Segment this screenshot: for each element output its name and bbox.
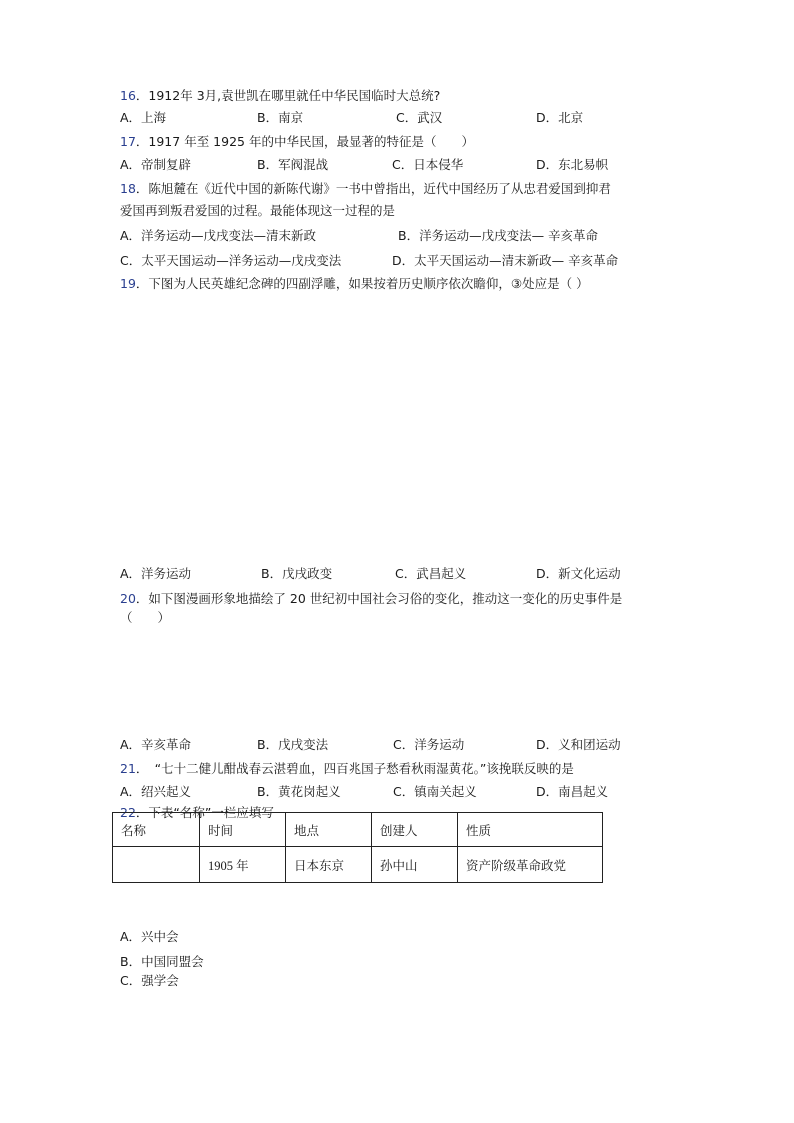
option-b[interactable]: B．黄花岗起义 [257,784,341,799]
question-17-stem: 17．1917 年至 1925 年的中华民国，最显著的特征是（ ） [120,134,474,149]
table-header-cell: 地点 [286,813,372,847]
option-b[interactable]: B．戊戌政变 [261,566,333,581]
table-header-cell: 名称 [113,813,200,847]
option-c[interactable]: C．强学会 [120,973,179,988]
question-20-stem-line-2: （ ） [120,610,171,625]
option-c[interactable]: C．武昌起义 [395,566,467,581]
question-20-stem-line-1: 20．如下图漫画形象地描绘了 20 世纪初中国社会习俗的变化，推动这一变化的历史事件是 [120,591,623,606]
option-b[interactable]: B．戊戌变法 [257,737,329,752]
question-number: 19 [120,276,136,291]
option-c[interactable]: C．洋务运动 [393,737,465,752]
option-a[interactable]: A．帝制复辟 [120,157,192,172]
question-19-options [120,566,640,582]
question-number: 16 [120,88,136,103]
option-a[interactable]: A．辛亥革命 [120,737,192,752]
option-d[interactable]: D．太平天国运动—清末新政— 辛亥革命 [392,253,619,268]
table-header-cell: 性质 [458,813,603,847]
option-c[interactable]: C．日本侵华 [392,157,464,172]
question-16-stem: 16．1912年 3月,袁世凯在哪里就任中华民国临时大总统? [120,88,441,103]
option-d[interactable]: D．东北易帜 [536,157,609,172]
option-a[interactable]: A．绍兴起义 [120,784,192,799]
question-22-stem: 22．下表“名称”一栏应填写 [120,805,274,820]
table-cell: 资产阶级革命政党 [458,847,603,883]
question-16-options [120,110,640,126]
question-number: 18 [120,181,136,196]
table-header-row [113,813,603,847]
option-c[interactable]: C．武汉 [396,110,443,125]
question-18-stem-line-2: 爱国再到叛君爱国的过程。最能体现这一过程的是 [120,203,396,218]
question-number: 20 [120,591,136,606]
question-21-options [120,784,640,800]
question-18-options-row-2 [120,253,640,269]
option-b[interactable]: B．中国同盟会 [120,954,204,969]
option-b[interactable]: B．军阀混战 [257,157,329,172]
table-cell: 日本东京 [286,847,372,883]
option-d[interactable]: D．义和团运动 [536,737,621,752]
question-22-table [112,812,603,883]
question-18-stem-line-1: 18．陈旭麓在《近代中国的新陈代谢》一书中曾指出，近代中国经历了从忠君爱国到抑君 [120,181,611,196]
table-header-cell: 时间 [200,813,286,847]
option-b[interactable]: B．洋务运动—戊戌变法— 辛亥革命 [398,228,599,243]
option-a[interactable]: A．上海 [120,110,167,125]
question-21-stem: 21． “七十二健儿酣战春云湛碧血，四百兆国子愁看秋雨湿黄花。”该挽联反映的是 [120,761,574,776]
question-number: 17 [120,134,136,149]
table-row [113,847,603,883]
option-c[interactable]: C．镇南关起义 [393,784,477,799]
question-19-stem: 19．下图为人民英雄纪念碑的四副浮雕，如果按着历史顺序依次瞻仰，③处应是（ ） [120,276,589,291]
option-d[interactable]: D．北京 [536,110,584,125]
option-a[interactable]: A．洋务运动—戊戌变法—清末新政 [120,228,317,243]
question-19-image-area [120,296,640,558]
option-c[interactable]: C．太平天国运动—洋务运动—戊戌变法 [120,253,342,268]
option-b[interactable]: B．南京 [257,110,304,125]
table-cell-blank [113,847,200,883]
question-number: 22 [120,805,136,820]
option-a[interactable]: A．兴中会 [120,929,179,944]
option-d[interactable]: D．南昌起义 [536,784,609,799]
question-18-options-row-1 [120,228,640,244]
table-cell: 1905 年 [200,847,286,883]
table-header-cell: 创建人 [372,813,458,847]
question-20-image-area [120,630,640,730]
option-d[interactable]: D．新文化运动 [536,566,621,581]
option-a[interactable]: A．洋务运动 [120,566,192,581]
question-20-options [120,737,640,753]
question-17-options [120,157,640,173]
question-number: 21 [120,761,136,776]
table-cell: 孙中山 [372,847,458,883]
